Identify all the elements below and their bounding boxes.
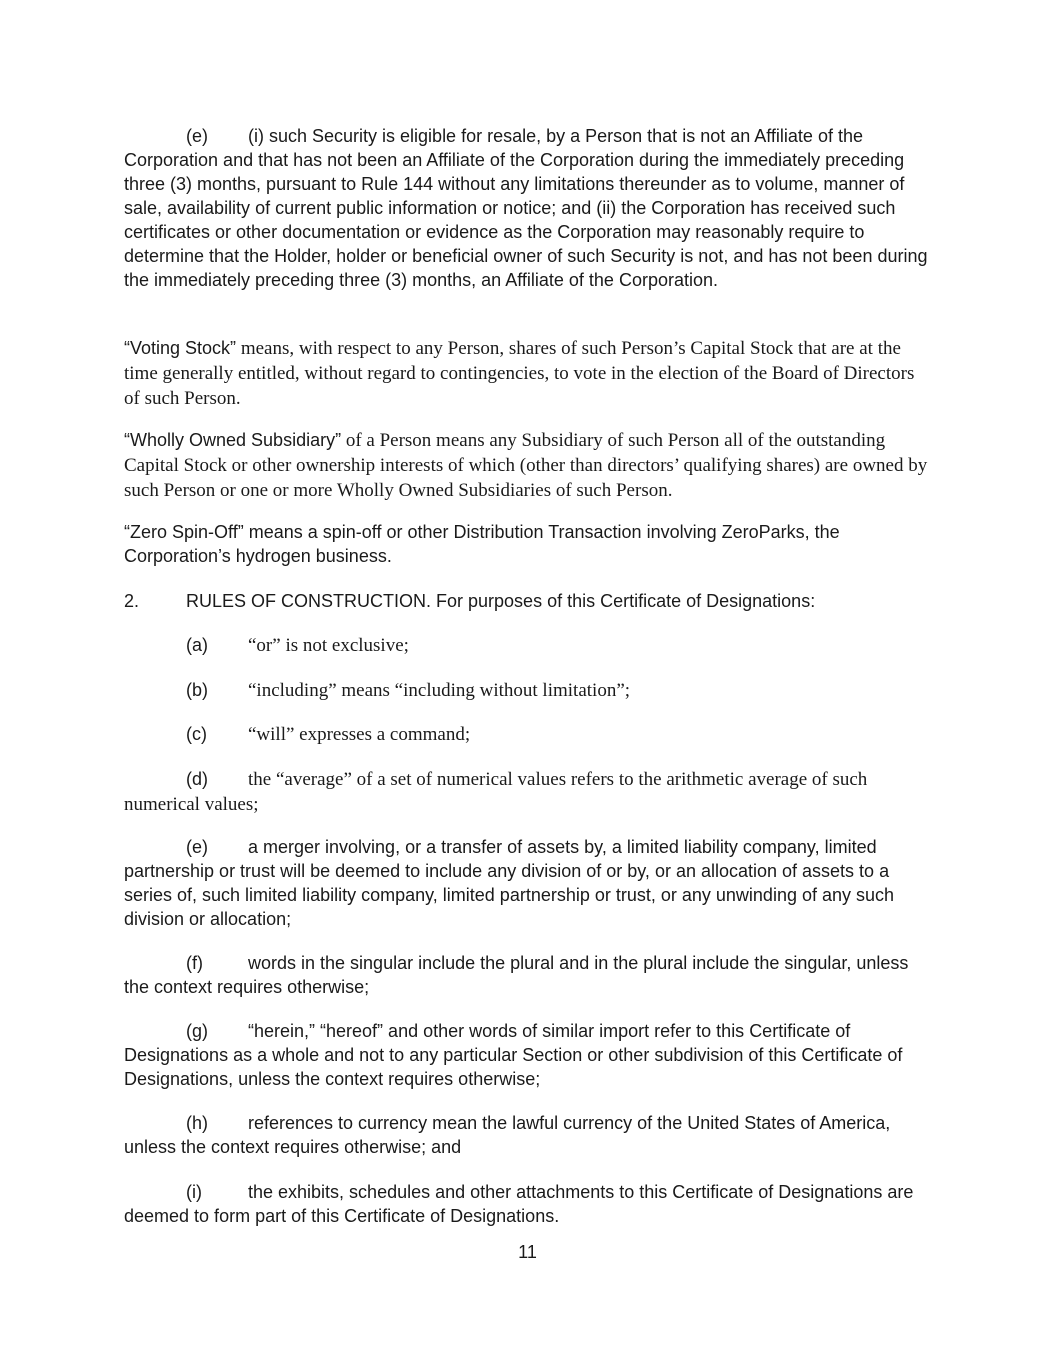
item-label: (i) (186, 1182, 202, 1202)
list-item (124, 1180, 934, 1228)
section-heading-text: RULES OF CONSTRUCTION. For purposes of this Certificate of Designations: (186, 591, 816, 611)
item-label: (b) (186, 680, 208, 700)
item-text: a merger involving, or a transfer of assets by, a limited liability company, limited partnership or trust will be deemed to include any division of or by, or an allocation of assets to a series of, such limited liability company, limited partnership or trust, or any unwinding of any such division or allocation; (124, 837, 895, 929)
definition-text: means a spin-off or other Distribution Transaction involving ZeroParks, the Corporation’s hydrogen business. (124, 522, 840, 566)
defined-term: “Wholly Owned Subsidiary” (124, 430, 342, 450)
paragraph-e-continuation (124, 124, 934, 292)
item-text: the “average” of a set of numerical values refers to the arithmetic average of such numerical values; (124, 769, 868, 815)
list-item (124, 1111, 934, 1159)
paragraph-text: (i) such Security is eligible for resale, by a Person that is not an Affiliate of the Corporation and that has not been an Affiliate of the Corporation during the immediately preceding three (3) months, pursuant to Rule 144 without any limitations thereunder as to volume, manner of sale, availability of current public information or notice; and (ii) the Corporation has received such certificates or other documentation or evidence as the Corporation may reasonably require to determine that the Holder, holder or beneficial owner of such Security is not, and has not been during the immediately preceding three (3) months, an Affiliate of the Corporation. (124, 126, 928, 290)
item-label: (d) (186, 769, 208, 789)
section-number: 2. (124, 591, 140, 611)
item-text: “will” expresses a command; (248, 724, 471, 745)
item-text: “or” is not exclusive; (248, 635, 409, 656)
item-label: (c) (186, 724, 207, 744)
item-text: references to currency mean the lawful currency of the United States of America, unless the context requires otherwise; and (124, 1113, 891, 1157)
item-text: “including” means “including without limitation”; (248, 680, 631, 701)
list-item (186, 633, 409, 658)
item-text: the exhibits, schedules and other attachments to this Certificate of Designations are deemed to form part of this Certificate of Designations. (124, 1182, 914, 1226)
list-item (124, 767, 934, 817)
definition-text: means, with respect to any Person, shares of such Person’s Capital Stock that are at the time generally entitled, without regard to contingencies, to vote in the election of the Board of Directors of such Person. (124, 338, 915, 409)
item-label: (e) (186, 837, 208, 857)
item-text: words in the singular include the plural and in the plural include the singular, unless the context requires otherwise; (124, 953, 909, 997)
list-item (186, 722, 470, 747)
definition-zero-spin-off (124, 520, 934, 568)
item-label: (f) (186, 953, 203, 973)
item-label: (h) (186, 1113, 208, 1133)
item-text: “herein,” “hereof” and other words of similar import refer to this Certificate of Designations as a whole and not to any particular Section or other subdivision of this Certificate of Designations, unless the context requires otherwise; (124, 1021, 903, 1089)
list-item (186, 678, 630, 703)
item-label: (g) (186, 1021, 208, 1041)
list-item (124, 1019, 934, 1091)
defined-term: “Voting Stock” (124, 338, 237, 358)
item-label: (a) (186, 635, 208, 655)
definition-voting-stock (124, 336, 934, 411)
definition-wholly-owned-subsidiary (124, 428, 934, 503)
paragraph-label: (e) (186, 126, 208, 146)
list-item (124, 951, 934, 999)
page-number: 11 (518, 1242, 537, 1262)
definition-text: of a Person means any Subsidiary of such Person all of the outstanding Capital Stock or other ownership interests of which (other than directors’ qualifying shares) are owned by such Person or one or more Wholly Owned Subsidiaries of such Person. (124, 430, 928, 501)
list-item (124, 835, 934, 931)
defined-term: “Zero Spin-Off” (124, 522, 244, 542)
section-heading (124, 589, 934, 613)
